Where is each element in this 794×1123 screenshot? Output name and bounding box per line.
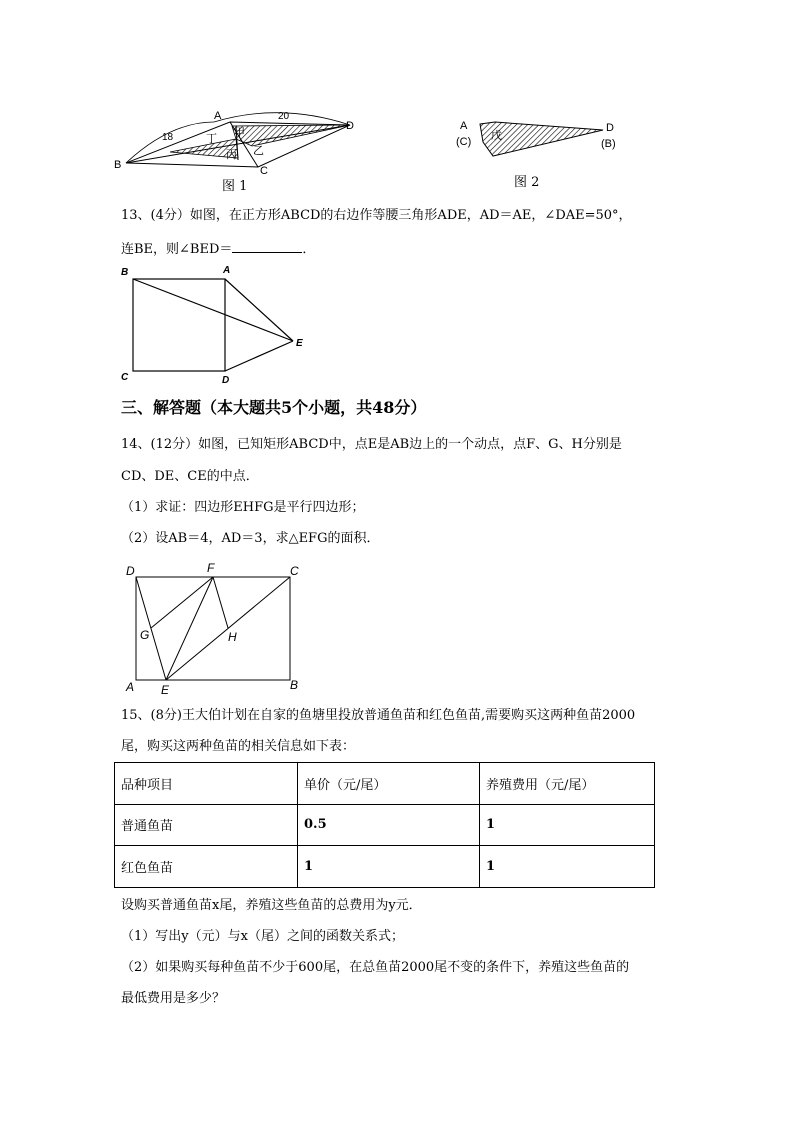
fig2-label-D: D [606, 122, 614, 134]
fig1-region-bing: 丙 [226, 149, 237, 161]
fig1-label-C: C [260, 165, 268, 177]
table-cell: 1 [480, 846, 655, 888]
q14-part1: （1）求证：四边形EHFG是平行四边形； [121, 500, 365, 515]
table-header-cell: 单价（元/尾） [298, 763, 480, 805]
fig2-label-C: (C) [456, 136, 472, 148]
fig2-label-B: (B) [601, 138, 616, 150]
q13-label-E: E [296, 338, 303, 349]
table-cell: 1 [480, 804, 655, 846]
q13-label-A: A [223, 265, 231, 276]
table-row [115, 804, 655, 846]
q13-figure [115, 262, 315, 387]
q14-figure [120, 560, 320, 700]
q15-part2-line2: 最低费用是多少？ [121, 991, 226, 1006]
q13-label-B: B [121, 267, 129, 278]
q13-answer-blank [232, 240, 302, 253]
q13-label-C: C [121, 372, 129, 383]
table-row [115, 846, 655, 888]
q13-label-D: D [222, 375, 230, 386]
table-cell: 0.5 [298, 804, 480, 846]
table-cell: 1 [298, 846, 480, 888]
table-cell: 普通鱼苗 [115, 804, 298, 846]
fig1-label-D: D [346, 120, 354, 132]
fig2-label-A: A [460, 120, 468, 132]
q15-part2-line1: （2）如果购买每种鱼苗不少于600尾，在总鱼苗2000尾不变的条件下，养殖这些鱼苗的 [121, 960, 630, 975]
q14-label-B: B [290, 678, 299, 692]
table-header-row [115, 763, 655, 805]
fig1-region-jia: 甲 [234, 127, 245, 139]
q14-label-G: G [140, 628, 150, 642]
q13-line1: 13、(4分）如图，在正方形ABCD的右边作等腰三角形ADE，AD＝AE，∠DAE=50°， [121, 208, 632, 223]
figure-1-caption: 图 1 [222, 179, 248, 194]
q14-line1: 14、(12分）如图，已知矩形ABCD中，点E是AB边上的一个动点，点F、G、H分别是 [121, 437, 622, 452]
figure-2 [455, 112, 630, 162]
figure-1 [110, 100, 370, 180]
figure-2-caption: 图 2 [514, 175, 540, 190]
section-3-title: 三、解答题（本大题共5个小题，共48分） [121, 398, 427, 417]
q14-label-C: C [290, 564, 299, 578]
q15-after-table: 设购买普通鱼苗x尾，养殖这些鱼苗的总费用为y元． [121, 898, 422, 913]
q14-line2: CD、DE、CE的中点． [121, 469, 259, 484]
q13-line2-suffix: ． [302, 242, 316, 257]
q14-part2: （2）设AB＝4，AD＝3，求△EFG的面积． [121, 531, 380, 546]
fig1-length-18: 18 [162, 132, 174, 143]
q15-line2: 尾，购买这两种鱼苗的相关信息如下表： [121, 739, 356, 754]
q14-label-F: F [207, 561, 215, 575]
q14-label-H: H [228, 630, 237, 644]
q14-label-D: D [126, 564, 135, 578]
q15-line1: 15、(8分)王大伯计划在自家的鱼塘里投放普通鱼苗和红色鱼苗,需要购买这两种鱼苗2000 [121, 708, 636, 723]
q13-line2 [121, 240, 315, 258]
fig1-region-yi: 乙 [253, 145, 264, 157]
fig1-label-A: A [214, 110, 222, 122]
table-header-cell: 养殖费用（元/尾） [480, 763, 655, 805]
q15-info-table [114, 762, 655, 888]
table-cell: 红色鱼苗 [115, 846, 298, 888]
q14-label-E: E [161, 683, 170, 697]
table-header-cell: 品种项目 [115, 763, 298, 805]
q15-part1: （1）写出y（元）与x（尾）之间的函数关系式； [121, 929, 404, 944]
fig1-region-ding: 丁 [206, 133, 217, 145]
fig2-region-wu: 戊 [491, 130, 502, 142]
q14-label-A: A [126, 680, 135, 694]
fig1-length-20: 20 [278, 111, 290, 122]
fig1-label-B: B [114, 159, 122, 171]
q13-line2-prefix: 连BE，则∠BED＝ [121, 242, 233, 257]
